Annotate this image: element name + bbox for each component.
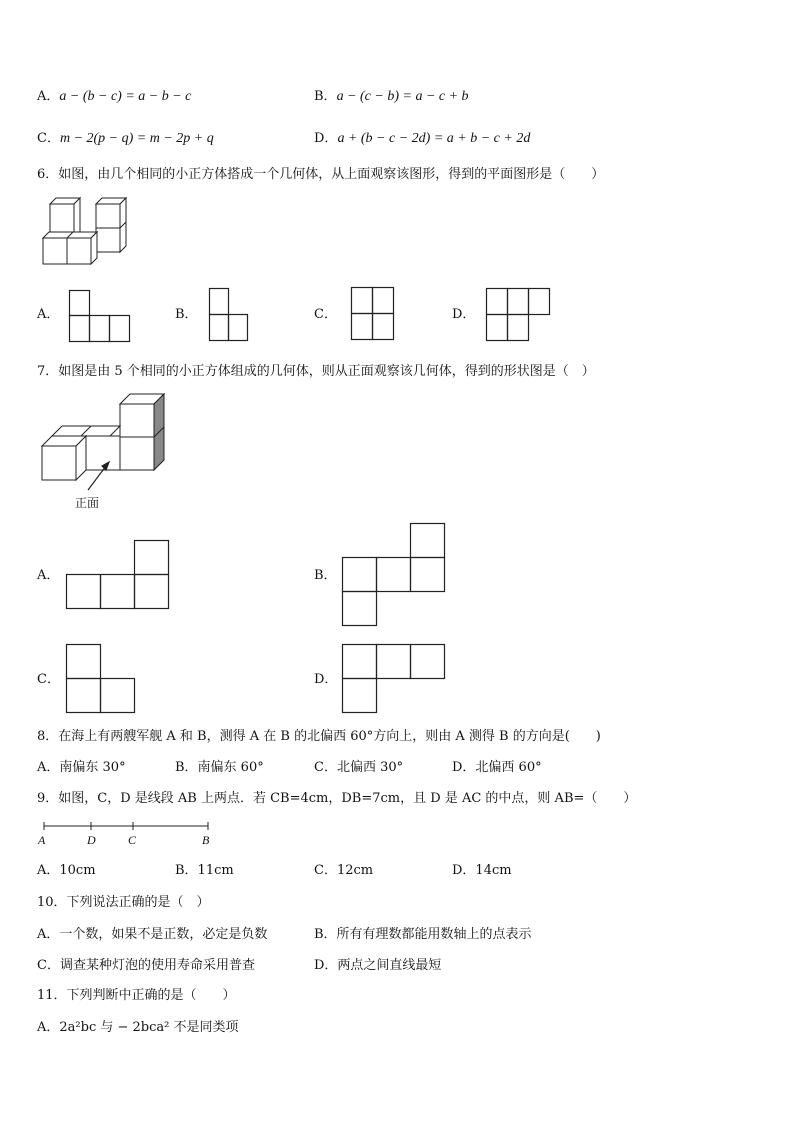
q8-stem: 8．在海上有两艘军舰 A 和 B，测得 A 在 B 的北偏西 60°方向上，则由 A 测得 B 的方向是( ) (37, 729, 601, 744)
q8-option-a: A．南偏东 30° (37, 760, 126, 775)
q6-option-c-figure (351, 287, 395, 341)
q5-option-d (314, 130, 530, 148)
q9-point-c-label: C (128, 833, 137, 847)
q9-segment-figure (38, 820, 218, 848)
q8-option-b: B．南偏东 60° (175, 760, 264, 775)
q10-option-a: A．一个数，如果不是正数，必定是负数 (37, 927, 268, 942)
q7-option-a-figure (66, 540, 170, 610)
q5-option-a (37, 88, 191, 106)
q5-option-d-expr: a + (b − c − 2d) = a + b − c + 2d (337, 131, 531, 146)
q6-option-a-figure (69, 290, 131, 343)
q10-stem: 10．下列说法正确的是（ ） (37, 895, 210, 910)
q5-option-c (37, 130, 214, 148)
q9-option-d: D．14cm (452, 863, 512, 878)
q7-solid-figure (40, 390, 170, 515)
q11-stem: 11．下列判断中正确的是（ ） (37, 988, 236, 1003)
q6-option-a-label: A． (37, 307, 60, 322)
q5-option-b-expr: a − (c − b) = a − c + b (336, 89, 469, 104)
q8-option-c: C．北偏西 30° (314, 760, 404, 775)
q9-point-a-label: A (38, 833, 46, 847)
q7-option-d-figure (342, 644, 446, 714)
q6-option-b-label: B． (175, 307, 198, 322)
q6-option-c-label: C． (314, 307, 337, 322)
q9-option-c: C．12cm (314, 863, 374, 878)
q7-option-c-label: C． (37, 672, 60, 687)
q9-option-b: B．11cm (175, 863, 234, 878)
q11-option-a: A．2a²bc 与 − 2bca² 不是同类项 (37, 1020, 239, 1035)
q10-option-b: B．所有有理数都能用数轴上的点表示 (314, 927, 532, 942)
q5-option-c-label: C． (37, 131, 60, 146)
q6-solid-figure (40, 196, 140, 268)
q7-option-a-label: A． (37, 568, 60, 583)
q7-option-d-label: D． (314, 672, 338, 687)
q7-option-b-figure (342, 523, 446, 627)
q5-option-a-expr: a − (b − c) = a − b − c (59, 89, 192, 104)
q7-front-label: 正面 (75, 496, 100, 510)
q6-option-d-figure (486, 288, 552, 342)
q5-option-c-expr: m − 2(p − q) = m − 2p + q (59, 131, 214, 146)
q7-option-c-figure (66, 644, 136, 714)
q7-option-b-label: B． (314, 568, 337, 583)
q9-point-b-label: B (202, 833, 210, 847)
q5-option-a-label: A． (37, 89, 60, 104)
q10-option-c: C．调查某种灯泡的使用寿命采用普查 (37, 958, 255, 973)
q5-option-d-label: D． (314, 131, 338, 146)
q7-stem: 7．如图是由 5 个相同的小正方体组成的几何体，则从正面观察该几何体，得到的形状图是（ ） (37, 364, 595, 379)
q10-option-d: D．两点之间直线最短 (314, 958, 442, 973)
q6-option-d-label: D． (452, 307, 476, 322)
q9-point-d-label: D (87, 833, 96, 847)
q8-option-d: D．北偏西 60° (452, 760, 542, 775)
q9-stem: 9．如图，C，D 是线段 AB 上两点．若 CB=4cm，DB=7cm，且 D 是 AC 的中点，则 AB=（ ） (37, 791, 637, 806)
q9-option-a: A．10cm (37, 863, 96, 878)
q6-stem: 6．如图，由几个相同的小正方体搭成一个几何体，从上面观察该图形，得到的平面图形是（ ） (37, 167, 605, 182)
q5-option-b-label: B． (314, 89, 337, 104)
q6-option-b-figure (209, 288, 249, 342)
q5-option-b (314, 88, 469, 106)
